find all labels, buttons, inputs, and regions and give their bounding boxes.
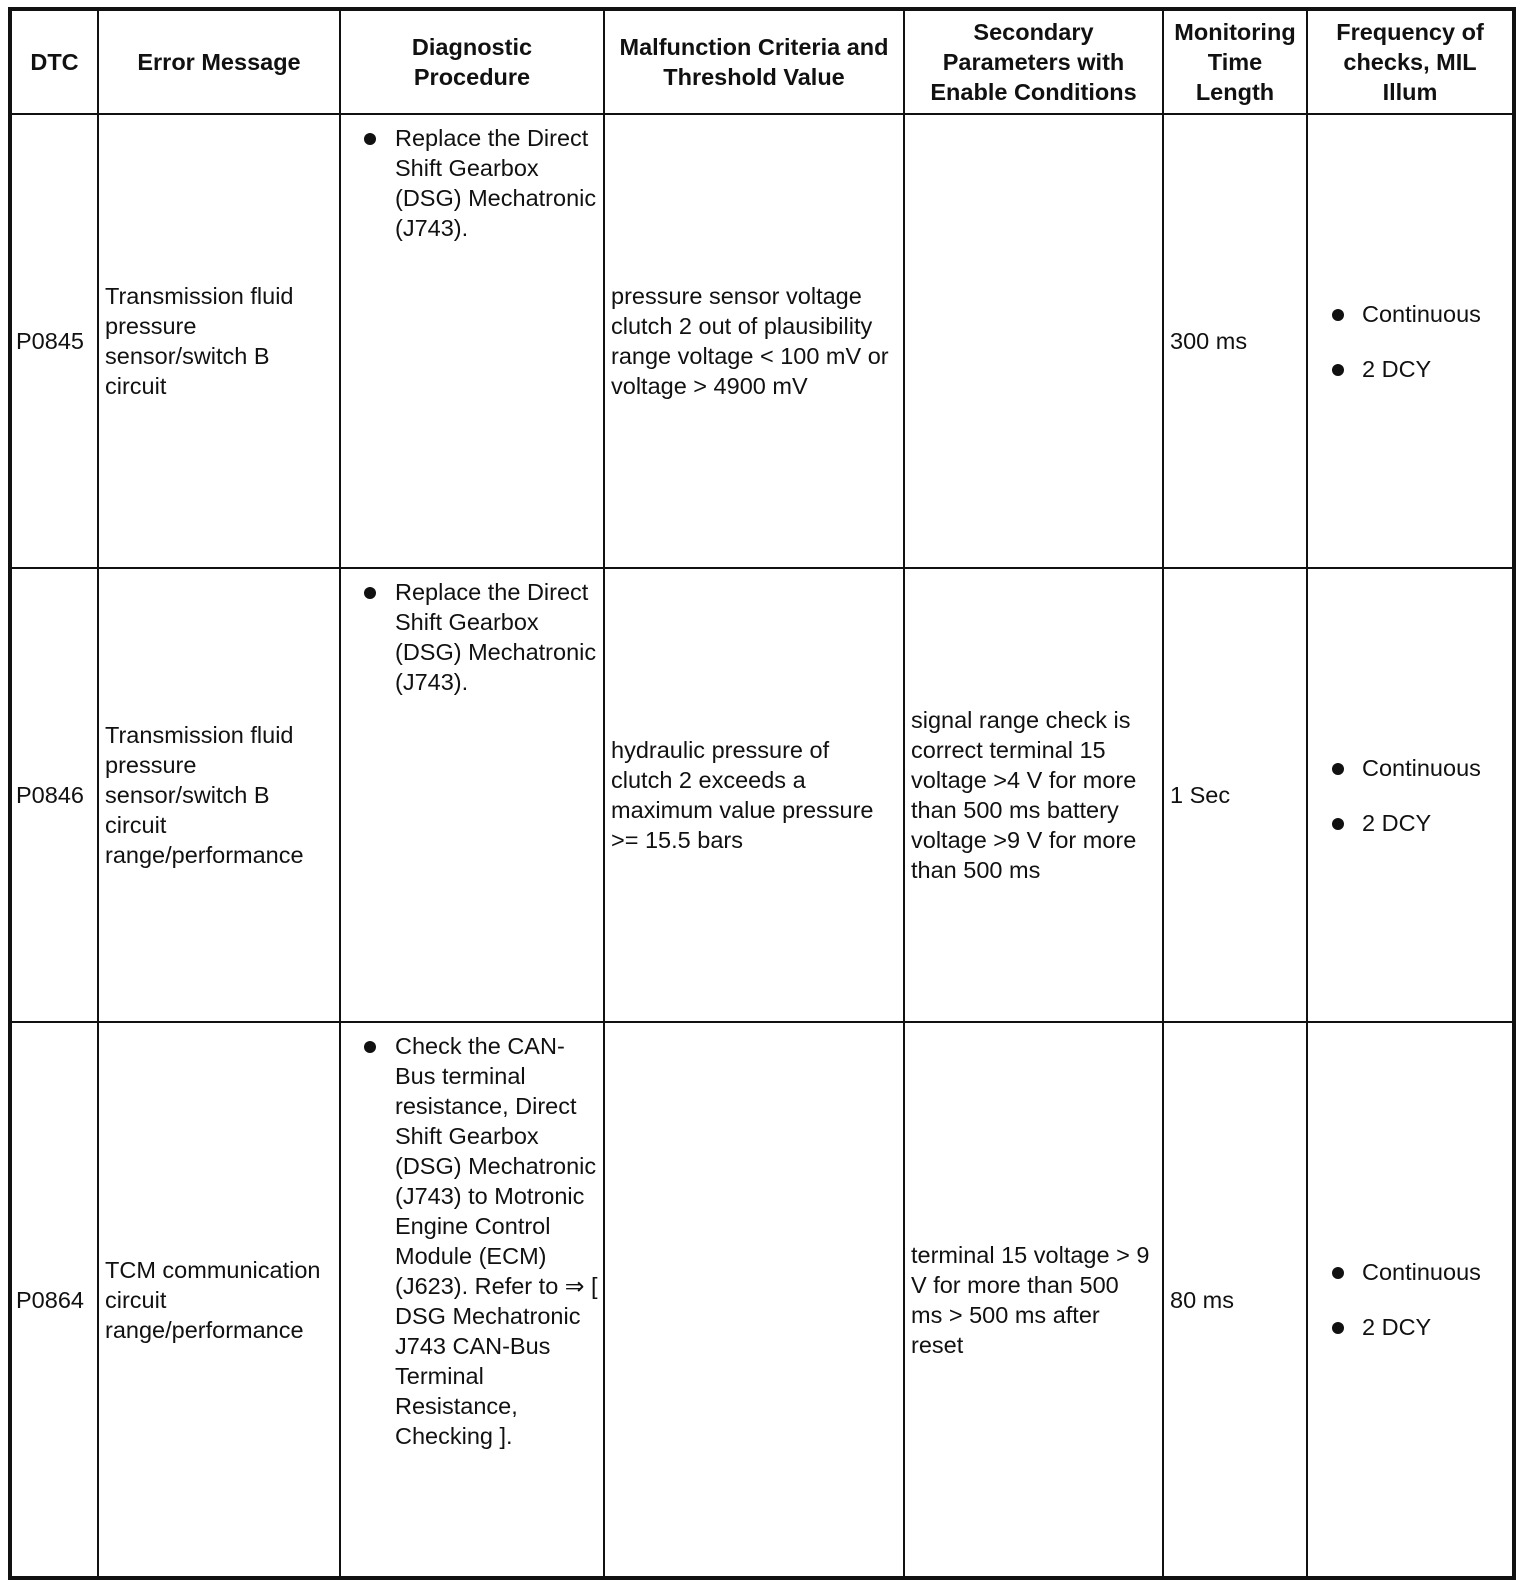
dtc-code: P0864 xyxy=(10,1022,98,1578)
bullet-icon xyxy=(1332,763,1344,775)
dtc-table-sheet xyxy=(8,7,1512,1571)
frequency-item xyxy=(1332,299,1508,329)
error-message: Transmission fluid pressure sensor/switch B circuit xyxy=(98,114,340,568)
bullet-icon xyxy=(1332,364,1344,376)
frequency-item xyxy=(1332,354,1508,384)
monitoring-time: 300 ms xyxy=(1163,114,1307,568)
bullet-icon xyxy=(364,587,376,599)
error-message: TCM communication circuit range/performance xyxy=(98,1022,340,1578)
frequency-item xyxy=(1332,808,1508,838)
table-header-row xyxy=(10,9,1514,114)
frequency-item xyxy=(1332,753,1508,783)
dtc-code: P0845 xyxy=(10,114,98,568)
frequency-text: 2 DCY xyxy=(1362,355,1432,382)
bullet-icon xyxy=(364,133,376,145)
header-monitoring-time: Monitoring Time Length xyxy=(1163,9,1307,114)
diagnostic-procedure xyxy=(340,114,604,568)
malfunction-criteria: hydraulic pressure of clutch 2 exceeds a maximum value pressure >= 15.5 bars xyxy=(604,568,904,1022)
procedure-list xyxy=(361,1031,599,1451)
secondary-parameters: signal range check is correct terminal 15 voltage >4 V for more than 500 ms battery voltage >9 V for more than 500 ms xyxy=(904,568,1163,1022)
header-diagnostic-procedure: Diagnostic Procedure xyxy=(340,9,604,114)
error-message: Transmission fluid pressure sensor/switch B circuit range/performance xyxy=(98,568,340,1022)
frequency-text: 2 DCY xyxy=(1362,809,1432,836)
frequency xyxy=(1307,114,1514,568)
malfunction-criteria xyxy=(604,1022,904,1578)
frequency-list xyxy=(1332,753,1508,838)
bullet-icon xyxy=(1332,309,1344,321)
header-frequency: Frequency of checks, MIL Illum xyxy=(1307,9,1514,114)
frequency-text: Continuous xyxy=(1362,754,1481,781)
table-row xyxy=(10,114,1514,568)
dtc-table xyxy=(8,7,1516,1580)
bullet-icon xyxy=(364,1041,376,1053)
procedure-text: Replace the Direct Shift Gearbox (DSG) Mechatronic (J743). xyxy=(395,579,597,695)
procedure-text: Replace the Direct Shift Gearbox (DSG) Mechatronic (J743). xyxy=(395,125,597,241)
frequency-text: Continuous xyxy=(1362,1259,1481,1285)
monitoring-time: 1 Sec xyxy=(1163,568,1307,1022)
header-error-message: Error Message xyxy=(98,9,340,114)
malfunction-criteria: pressure sensor voltage clutch 2 out of plausibility range voltage < 100 mV or voltage > 4900 mV xyxy=(604,114,904,568)
procedure-list xyxy=(361,123,599,243)
frequency-item xyxy=(1332,1257,1508,1287)
header-dtc: DTC xyxy=(10,9,98,114)
secondary-parameters: terminal 15 voltage > 9 V for more than 500 ms > 500 ms after reset xyxy=(904,1022,1163,1578)
header-secondary-parameters: Secondary Parameters with Enable Conditions xyxy=(904,9,1163,114)
frequency-item xyxy=(1332,1312,1508,1342)
table-row xyxy=(10,1022,1514,1578)
diagnostic-procedure xyxy=(340,1022,604,1578)
bullet-icon xyxy=(1332,818,1344,830)
procedure-item xyxy=(361,123,599,243)
header-malfunction-criteria: Malfunction Criteria and Threshold Value xyxy=(604,9,904,114)
bullet-icon xyxy=(1332,1322,1344,1334)
frequency-list xyxy=(1332,1257,1508,1342)
frequency xyxy=(1307,1022,1514,1578)
procedure-item xyxy=(361,1031,599,1451)
secondary-parameters xyxy=(904,114,1163,568)
dtc-code: P0846 xyxy=(10,568,98,1022)
monitoring-time: 80 ms xyxy=(1163,1022,1307,1578)
diagnostic-procedure xyxy=(340,568,604,1022)
frequency xyxy=(1307,568,1514,1022)
frequency-text: 2 DCY xyxy=(1362,1314,1432,1340)
procedure-list xyxy=(361,577,599,697)
procedure-item xyxy=(361,577,599,697)
table-row xyxy=(10,568,1514,1022)
bullet-icon xyxy=(1332,1267,1344,1279)
frequency-list xyxy=(1332,299,1508,384)
frequency-text: Continuous xyxy=(1362,300,1481,327)
procedure-text: Check the CAN-Bus terminal resistance, Direct Shift Gearbox (DSG) Mechatronic (J743) to Motronic Engine Control Module (ECM) (J623). Refer to ⇒ [ DSG Mechatronic J743 CAN-Bus Terminal Resistance, Checking ]. xyxy=(395,1033,598,1449)
